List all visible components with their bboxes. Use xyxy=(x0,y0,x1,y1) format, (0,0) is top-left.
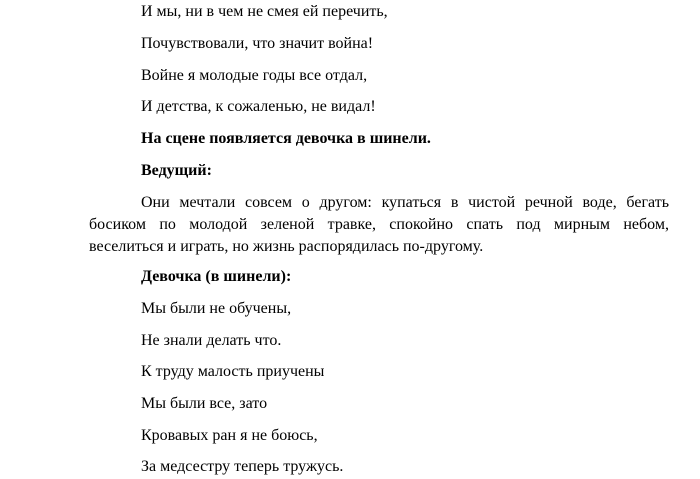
host-paragraph-line: босиком по молодой зеленой травке, спокойно спать под мирным небом, xyxy=(89,216,669,233)
verse-line: За медсестру теперь тружусь. xyxy=(141,458,344,475)
verse-line: Не знали делать что. xyxy=(141,332,282,349)
host-paragraph-line: Они мечтали совсем о другом: купаться в чистой речной воде, бегать xyxy=(141,194,669,211)
speaker-label-host: Ведущий: xyxy=(141,162,212,179)
host-paragraph xyxy=(89,192,669,258)
verse-line: Мы были все, зато xyxy=(141,395,268,412)
verse-line: И детства, к сожаленью, не видал! xyxy=(141,98,376,115)
speaker-label-girl: Девочка (в шинели): xyxy=(141,268,292,285)
verse-line: Почувствовали, что значит война! xyxy=(141,35,374,52)
verse-line: Кровавых ран я не боюсь, xyxy=(141,427,318,444)
host-paragraph-line: веселиться и играть, но жизнь распорядилась по-другому. xyxy=(89,238,484,255)
verse-line: Войне я молодые годы все отдал, xyxy=(141,67,368,84)
verse-line: Мы были не обучены, xyxy=(141,300,292,317)
verse-line: И мы, ни в чем не смея ей перечить, xyxy=(141,3,388,20)
stage-direction: На сцене появляется девочка в шинели. xyxy=(141,130,431,147)
verse-line: К труду малость приучены xyxy=(141,363,325,380)
